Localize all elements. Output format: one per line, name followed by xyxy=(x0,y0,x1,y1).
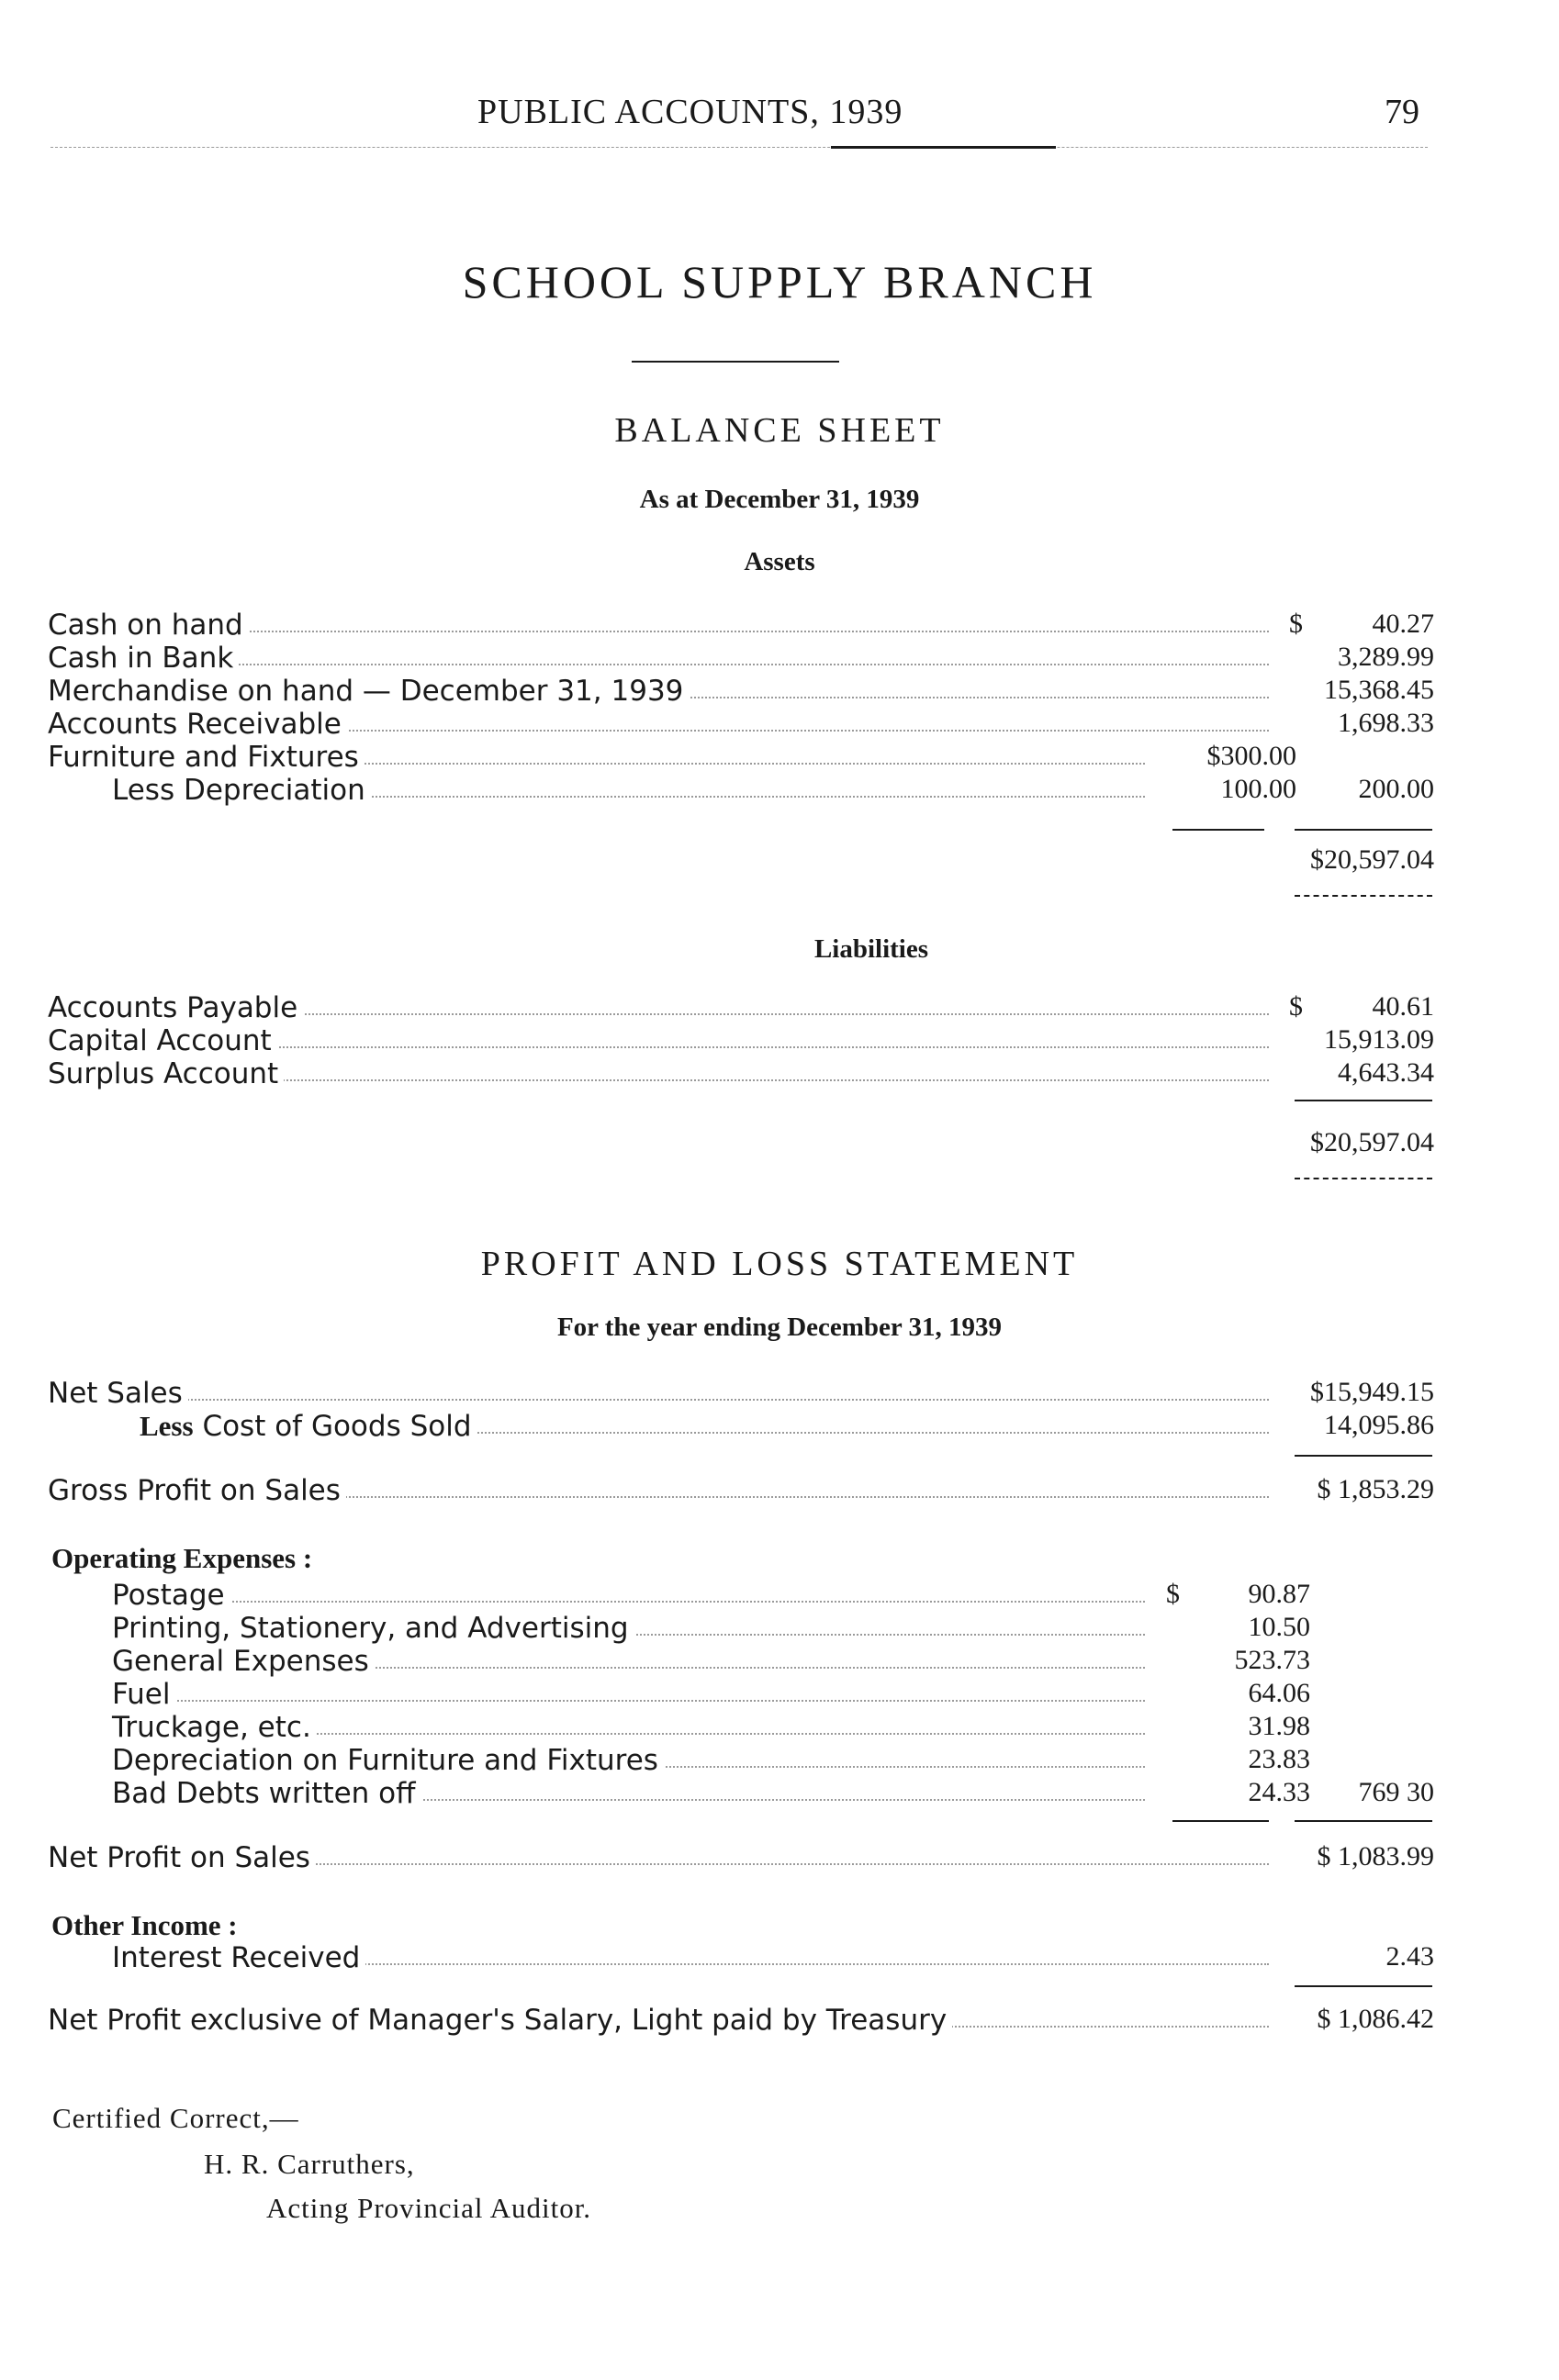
asset-row-merchandise xyxy=(48,675,1434,708)
pl-label: Gross Profit on Sales xyxy=(48,1474,346,1507)
expense-label: Postage xyxy=(112,1579,230,1612)
expense-label: Depreciation on Furniture and Fixtures xyxy=(112,1744,664,1777)
pl-amount: 14,095.86 xyxy=(1324,1410,1434,1440)
expense-row xyxy=(48,1579,1434,1612)
pl-row-net-profit xyxy=(48,1841,1434,1874)
asset-row-receivable xyxy=(48,708,1434,741)
pl-label: Interest Received xyxy=(112,1941,365,1974)
pl-label: Net Profit exclusive of Manager's Salary, Light paid by Treasury xyxy=(48,2004,952,2037)
expense-amount: 523.73 xyxy=(1234,1645,1310,1675)
subtotal-rule xyxy=(1295,1820,1432,1822)
assets-heading: Assets xyxy=(744,547,815,576)
expense-row xyxy=(48,1744,1434,1777)
currency-sign: $ xyxy=(1289,991,1303,1022)
asset-label: Accounts Receivable xyxy=(48,708,347,741)
asset-amount: 40.27 xyxy=(1372,609,1434,639)
expense-row xyxy=(48,1711,1434,1744)
pl-row-net-sales xyxy=(48,1377,1434,1410)
other-income-heading: Other Income : xyxy=(51,1909,243,1942)
subtotal-rule xyxy=(1295,1455,1432,1457)
leader-dots xyxy=(112,1700,1145,1702)
title-divider xyxy=(632,361,839,363)
pl-label: Net Sales xyxy=(48,1377,188,1410)
asset-row-furniture xyxy=(48,741,1434,774)
asset-amount: 1,698.33 xyxy=(1338,708,1434,738)
operating-expenses-heading-row xyxy=(48,1542,1434,1575)
expense-amount: 64.06 xyxy=(1248,1678,1310,1708)
expense-amount: 90.87 xyxy=(1248,1579,1310,1609)
pl-amount: $ 1,086.42 xyxy=(1317,2004,1434,2034)
liability-row-payable xyxy=(48,991,1434,1024)
expense-amount: 23.83 xyxy=(1248,1744,1310,1774)
pl-amount: $15,949.15 xyxy=(1310,1377,1434,1407)
liability-label: Capital Account xyxy=(48,1024,277,1057)
balance-sheet-date: As at December 31, 1939 xyxy=(639,485,920,514)
liability-row-surplus xyxy=(48,1057,1434,1090)
pl-row-gross-profit xyxy=(48,1474,1434,1507)
assets-total-row xyxy=(48,844,1434,877)
pl-row-cost-of-goods xyxy=(48,1410,1434,1443)
liability-label: Accounts Payable xyxy=(48,991,303,1024)
subtotal-rule xyxy=(1172,1820,1269,1822)
asset-row-depreciation xyxy=(48,774,1434,807)
leader-dots xyxy=(48,1399,1269,1401)
currency-sign: $ xyxy=(1289,609,1303,639)
liabilities-total: $20,597.04 xyxy=(1310,1127,1434,1157)
pl-row-final xyxy=(48,2004,1434,2037)
liability-label: Surplus Account xyxy=(48,1057,284,1090)
liabilities-total-row xyxy=(48,1127,1434,1160)
auditor-name: H. R. Carruthers, xyxy=(204,2148,415,2180)
auditor-title: Acting Provincial Auditor. xyxy=(266,2192,592,2224)
asset-label: Cash in Bank xyxy=(48,642,239,675)
asset-label: Merchandise on hand — December 31, 1939 xyxy=(48,675,689,708)
header-rule xyxy=(50,147,1428,148)
total-rule-dashed xyxy=(1295,1178,1432,1179)
expense-row xyxy=(48,1612,1434,1645)
leader-dots xyxy=(112,1601,1145,1603)
currency-sign: $ xyxy=(1166,1579,1180,1609)
subtotal-rule xyxy=(1295,1985,1432,1987)
expense-amount: 24.33 xyxy=(1248,1777,1310,1807)
assets-total: $20,597.04 xyxy=(1310,844,1434,875)
pl-amount: 2.43 xyxy=(1385,1941,1434,1972)
total-rule xyxy=(1295,829,1432,831)
pl-label: Less Cost of Goods Sold xyxy=(140,1410,477,1443)
asset-amount: 15,368.45 xyxy=(1324,675,1434,705)
expense-row xyxy=(48,1777,1434,1810)
asset-amount: 200.00 xyxy=(1358,774,1434,804)
subtotal-rule xyxy=(1172,829,1264,831)
asset-label: Furniture and Fixtures xyxy=(48,741,365,774)
expense-amount: 31.98 xyxy=(1248,1711,1310,1741)
page-number: 79 xyxy=(1385,93,1419,131)
pl-amount: $ 1,853.29 xyxy=(1317,1474,1434,1504)
pl-period: For the year ending December 31, 1939 xyxy=(556,1313,1003,1342)
pl-title: PROFIT AND LOSS STATEMENT xyxy=(480,1245,1079,1283)
asset-sub-amount: $300.00 xyxy=(1206,741,1296,771)
liability-amount: 4,643.34 xyxy=(1338,1057,1434,1088)
asset-amount: 3,289.99 xyxy=(1338,642,1434,672)
expenses-total: 769 30 xyxy=(1358,1777,1434,1807)
branch-title: SCHOOL SUPPLY BRANCH xyxy=(462,256,1097,307)
balance-sheet-title: BALANCE SHEET xyxy=(614,411,945,450)
expense-label: Bad Debts written off xyxy=(112,1777,421,1810)
pl-row-interest xyxy=(48,1941,1434,1974)
pl-label: Net Profit on Sales xyxy=(48,1841,316,1874)
header-rule-heavy xyxy=(831,146,1056,149)
liability-amount: 15,913.09 xyxy=(1324,1024,1434,1055)
expense-label: Fuel xyxy=(112,1678,175,1711)
asset-label: Cash on hand xyxy=(48,609,249,642)
cost-of-goods-text: Cost of Goods Sold xyxy=(202,1410,472,1443)
pl-amount: $ 1,083.99 xyxy=(1317,1841,1434,1872)
expense-amount: 10.50 xyxy=(1248,1612,1310,1642)
expense-label: General Expenses xyxy=(112,1645,375,1678)
expense-label: Truckage, etc. xyxy=(112,1711,317,1744)
asset-row-cash-in-bank xyxy=(48,642,1434,675)
operating-expenses-heading: Operating Expenses : xyxy=(51,1542,318,1575)
other-income-heading-row xyxy=(48,1909,1434,1942)
liability-amount: 40.61 xyxy=(1372,991,1434,1022)
liability-row-capital xyxy=(48,1024,1434,1057)
expense-label: Printing, Stationery, and Advertising xyxy=(112,1612,634,1645)
asset-row-cash-on-hand xyxy=(48,609,1434,642)
asset-label: Less Depreciation xyxy=(112,774,371,807)
asset-sub-amount: 100.00 xyxy=(1220,774,1296,804)
certified-line: Certified Correct,— xyxy=(52,2102,299,2134)
expense-row xyxy=(48,1645,1434,1678)
total-rule-dashed xyxy=(1295,895,1432,897)
liabilities-heading: Liabilities xyxy=(813,934,929,964)
expense-row xyxy=(48,1678,1434,1711)
total-rule xyxy=(1295,1100,1432,1101)
running-title: PUBLIC ACCOUNTS, 1939 xyxy=(477,93,903,131)
